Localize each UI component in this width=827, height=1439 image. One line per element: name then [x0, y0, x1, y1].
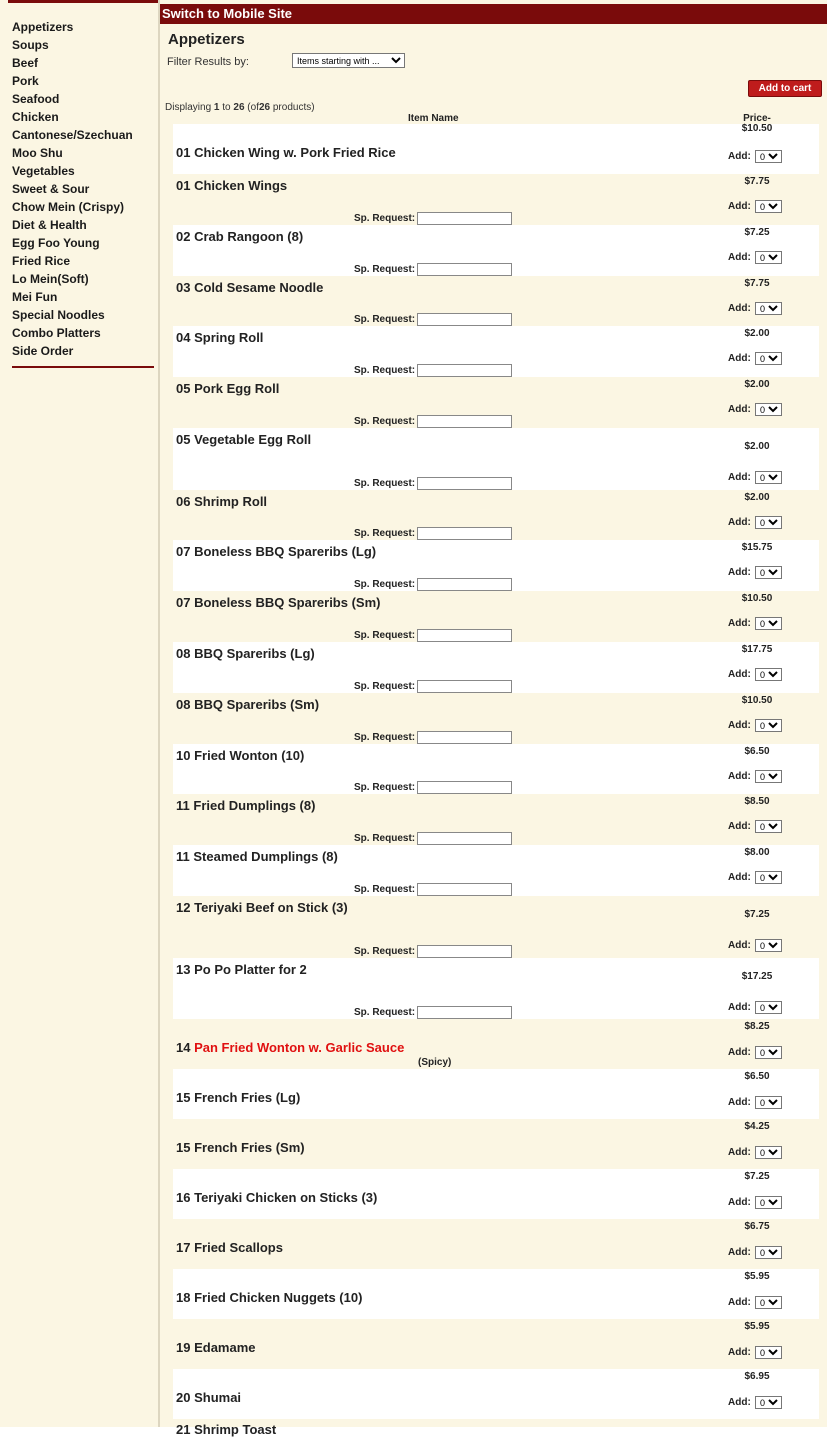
quantity-select[interactable]	[755, 1001, 782, 1014]
item-name[interactable]	[176, 646, 315, 661]
special-request-input[interactable]	[417, 1006, 512, 1019]
add-to-cart-button[interactable]: Add to cart	[748, 80, 822, 97]
quantity-select[interactable]	[755, 566, 782, 579]
item-price: $2.00	[744, 328, 770, 339]
add-label: Add:	[728, 1197, 751, 1208]
item-name[interactable]	[176, 900, 348, 915]
item-title[interactable]: Crab Rangoon (8)	[194, 229, 304, 244]
add-label: Add:	[728, 472, 751, 483]
item-number: 04	[176, 330, 191, 345]
add-label: Add:	[728, 771, 751, 782]
table-row	[173, 377, 819, 428]
item-name[interactable]	[176, 432, 311, 447]
item-number: 08	[176, 646, 191, 661]
sidebar-item-cantonese-szechuan[interactable]: Cantonese/Szechuan	[12, 128, 133, 142]
item-price: $2.00	[744, 441, 770, 452]
quantity-select[interactable]	[755, 1296, 782, 1309]
special-request-input[interactable]	[417, 781, 512, 794]
item-price: $7.25	[744, 227, 770, 238]
quantity-select[interactable]	[755, 871, 782, 884]
add-label: Add:	[728, 201, 751, 212]
category-list	[12, 18, 154, 360]
special-request-input[interactable]	[417, 578, 512, 591]
add-label: Add:	[728, 252, 751, 263]
item-price: $10.50	[741, 695, 773, 706]
item-name[interactable]	[176, 381, 279, 396]
quantity-select[interactable]	[755, 820, 782, 833]
table-row	[173, 1269, 819, 1319]
item-name[interactable]	[176, 1040, 404, 1055]
special-request-label: Sp. Request:	[354, 946, 416, 957]
item-title[interactable]: Shrimp Roll	[194, 494, 268, 509]
special-request-label: Sp. Request:	[354, 833, 416, 844]
item-number: 01	[176, 178, 191, 193]
special-request-label: Sp. Request:	[354, 732, 416, 743]
add-label: Add:	[728, 940, 751, 951]
display-of: (of	[247, 102, 259, 113]
add-label: Add:	[728, 821, 751, 832]
special-request-input[interactable]	[417, 527, 512, 540]
item-name[interactable]	[176, 697, 319, 712]
item-title[interactable]: Cold Sesame Noodle	[194, 280, 324, 295]
item-price: $5.95	[744, 1321, 770, 1332]
filter-label: Filter Results by:	[167, 56, 249, 68]
special-request-input[interactable]	[417, 945, 512, 958]
item-number: 01	[176, 145, 191, 160]
item-price: $5.95	[744, 1271, 770, 1282]
item-number: 07	[176, 595, 191, 610]
add-label: Add:	[728, 517, 751, 528]
quantity-select[interactable]	[755, 200, 782, 213]
item-title[interactable]: BBQ Spareribs (Sm)	[194, 697, 320, 712]
display-suffix: products)	[272, 102, 315, 113]
sidebar-item-chicken[interactable]: Chicken	[12, 110, 59, 124]
sidebar-item-special-noodles[interactable]: Special Noodles	[12, 308, 105, 322]
item-name[interactable]	[176, 748, 304, 763]
table-row	[173, 845, 819, 896]
table-row	[173, 693, 819, 744]
switch-mobile-link[interactable]: Switch to Mobile Site	[162, 6, 293, 21]
add-label: Add:	[728, 1002, 751, 1013]
item-name[interactable]	[176, 494, 267, 509]
special-request-label: Sp. Request:	[354, 365, 416, 376]
item-price: $6.95	[744, 1371, 770, 1382]
add-label: Add:	[728, 1047, 751, 1058]
quantity-select[interactable]	[755, 471, 782, 484]
item-price: $8.50	[744, 796, 770, 807]
table-row	[173, 794, 819, 845]
item-price: $2.00	[744, 379, 770, 390]
item-number: 20	[176, 1390, 191, 1405]
item-number: 05	[176, 432, 191, 447]
item-number: 21	[176, 1422, 191, 1437]
item-title[interactable]: Teriyaki Beef on Stick (3)	[194, 900, 348, 915]
quantity-select[interactable]	[755, 1146, 782, 1159]
special-request-label: Sp. Request:	[354, 1007, 416, 1018]
sidebar-item-beef[interactable]: Beef	[12, 56, 39, 70]
item-name[interactable]	[176, 1340, 256, 1355]
category-sidebar	[0, 0, 160, 1427]
item-name[interactable]	[176, 1422, 276, 1437]
item-title[interactable]: Vegetable Egg Roll	[194, 432, 312, 447]
item-title[interactable]: Shrimp Toast	[194, 1422, 277, 1437]
quantity-select[interactable]	[755, 302, 782, 315]
product-list	[173, 124, 819, 1439]
item-number: 18	[176, 1290, 191, 1305]
item-price: $6.75	[744, 1221, 770, 1232]
item-name[interactable]	[176, 1090, 300, 1105]
top-nav-bar	[160, 4, 827, 24]
special-request-input[interactable]	[417, 415, 512, 428]
item-name[interactable]	[176, 595, 380, 610]
item-note: (Spicy)	[418, 1057, 452, 1068]
special-request-label: Sp. Request:	[354, 314, 416, 325]
main-content	[160, 0, 827, 1437]
item-number: 17	[176, 1240, 191, 1255]
special-request-label: Sp. Request:	[354, 782, 416, 793]
special-request-input[interactable]	[417, 832, 512, 845]
special-request-label: Sp. Request:	[354, 478, 416, 489]
quantity-select[interactable]	[755, 1096, 782, 1109]
sidebar-item-egg-foo-young[interactable]: Egg Foo Young	[12, 236, 100, 250]
item-title[interactable]: Fried Wonton (10)	[194, 748, 305, 763]
item-name[interactable]	[176, 1240, 283, 1255]
item-price: $6.50	[744, 1071, 770, 1082]
item-price: $7.25	[744, 909, 770, 920]
item-name[interactable]	[176, 145, 396, 160]
add-label: Add:	[728, 1147, 751, 1158]
item-number: 19	[176, 1340, 191, 1355]
special-request-input[interactable]	[417, 477, 512, 490]
add-label: Add:	[728, 303, 751, 314]
table-row	[173, 225, 819, 276]
sidebar-item-moo-shu[interactable]: Moo Shu	[12, 146, 63, 160]
table-row	[173, 896, 819, 958]
special-request-label: Sp. Request:	[354, 213, 416, 224]
display-count	[165, 102, 315, 113]
item-number: 11	[176, 849, 190, 864]
table-row	[173, 1069, 819, 1119]
page-title: Appetizers	[168, 31, 245, 48]
item-title[interactable]: BBQ Spareribs (Lg)	[194, 646, 315, 661]
table-row	[173, 124, 819, 174]
table-row	[173, 958, 819, 1019]
display-from: 1	[213, 102, 220, 113]
item-title[interactable]: Edamame	[194, 1340, 256, 1355]
item-title[interactable]: French Fries (Lg)	[194, 1090, 301, 1105]
item-title[interactable]: Pork Egg Roll	[194, 381, 280, 396]
item-title[interactable]: Spring Roll	[194, 330, 264, 345]
add-label: Add:	[728, 1247, 751, 1258]
add-label: Add:	[728, 618, 751, 629]
table-row	[173, 1169, 819, 1219]
add-label: Add:	[728, 404, 751, 415]
sidebar-item-seafood[interactable]: Seafood	[12, 92, 60, 106]
display-to-word: to	[222, 102, 231, 113]
item-title[interactable]: Boneless BBQ Spareribs (Lg)	[194, 544, 377, 559]
item-price: $10.50	[741, 593, 773, 604]
table-row	[173, 1369, 819, 1419]
item-number: 15	[176, 1090, 191, 1105]
display-prefix: Displaying	[165, 102, 212, 113]
item-price: $17.75	[741, 644, 773, 655]
item-name[interactable]	[176, 1190, 377, 1205]
add-label: Add:	[728, 1347, 751, 1358]
item-name[interactable]	[176, 178, 287, 193]
item-number: 10	[176, 748, 191, 763]
item-name[interactable]	[176, 1390, 241, 1405]
quantity-select[interactable]	[755, 1046, 782, 1059]
sidebar-item-fried-rice[interactable]: Fried Rice	[12, 254, 71, 268]
quantity-select[interactable]	[755, 770, 782, 783]
column-header-item-name: Item Name	[408, 113, 459, 124]
item-title[interactable]: Fried Chicken Nuggets (10)	[194, 1290, 363, 1305]
item-title[interactable]: Fried Dumplings (8)	[193, 798, 316, 813]
table-row	[173, 1319, 819, 1369]
quantity-select[interactable]	[755, 516, 782, 529]
table-row	[173, 591, 819, 642]
special-request-label: Sp. Request:	[354, 416, 416, 427]
special-request-label: Sp. Request:	[354, 579, 416, 590]
quantity-select[interactable]	[755, 1396, 782, 1409]
item-title[interactable]: Boneless BBQ Spareribs (Sm)	[194, 595, 381, 610]
display-to: 26	[233, 102, 245, 113]
item-price: $6.50	[744, 746, 770, 757]
item-price: $10.50	[741, 123, 773, 134]
table-row	[173, 1219, 819, 1269]
sidebar-item-combo-platters[interactable]: Combo Platters	[12, 326, 101, 340]
sidebar-item-chow-mein-crispy[interactable]: Chow Mein (Crispy)	[12, 200, 125, 214]
item-title[interactable]: Chicken Wing w. Pork Fried Rice	[194, 145, 396, 160]
sidebar-item-pork[interactable]: Pork	[12, 74, 39, 88]
add-label: Add:	[728, 872, 751, 883]
item-price: $8.25	[744, 1021, 770, 1032]
add-label: Add:	[728, 1297, 751, 1308]
table-row	[173, 642, 819, 693]
item-number: 07	[176, 544, 191, 559]
table-row	[173, 1019, 819, 1069]
quantity-select[interactable]	[755, 719, 782, 732]
item-name[interactable]	[176, 544, 376, 559]
item-number: 13	[176, 962, 191, 977]
item-number: 05	[176, 381, 191, 396]
item-number: 12	[176, 900, 191, 915]
table-row	[173, 540, 819, 591]
item-price: $7.75	[744, 176, 770, 187]
special-request-label: Sp. Request:	[354, 630, 416, 641]
quantity-select[interactable]	[755, 939, 782, 952]
add-label: Add:	[728, 1397, 751, 1408]
special-request-input[interactable]	[417, 263, 512, 276]
sidebar-item-vegetables[interactable]: Vegetables	[12, 164, 75, 178]
item-number: 03	[176, 280, 191, 295]
quantity-select[interactable]	[755, 403, 782, 416]
item-name[interactable]	[176, 1290, 362, 1305]
quantity-select[interactable]	[755, 617, 782, 630]
item-title[interactable]: French Fries (Sm)	[194, 1140, 305, 1155]
quantity-select[interactable]	[755, 251, 782, 264]
sidebar-top-bar	[8, 0, 158, 3]
item-number: 08	[176, 697, 191, 712]
add-label: Add:	[728, 669, 751, 680]
item-name[interactable]	[176, 280, 323, 295]
table-row	[173, 428, 819, 490]
quantity-select[interactable]	[755, 1246, 782, 1259]
table-row	[173, 326, 819, 377]
table-row	[173, 744, 819, 794]
item-title[interactable]: Chicken Wings	[194, 178, 288, 193]
item-price: $15.75	[741, 542, 773, 553]
item-price: $8.00	[744, 847, 770, 858]
table-row	[173, 1419, 819, 1439]
special-request-input[interactable]	[417, 883, 512, 896]
item-title[interactable]: Pan Fried Wonton w. Garlic Sauce	[194, 1040, 405, 1055]
item-number: 06	[176, 494, 191, 509]
item-title[interactable]: Teriyaki Chicken on Sticks (3)	[194, 1190, 378, 1205]
item-price: $2.00	[744, 492, 770, 503]
item-price: $4.25	[744, 1121, 770, 1132]
sidebar-item-side-order[interactable]: Side Order	[12, 344, 74, 358]
quantity-select[interactable]	[755, 1346, 782, 1359]
sidebar-item-soups[interactable]: Soups	[12, 38, 49, 52]
table-row	[173, 174, 819, 225]
item-title[interactable]: Po Po Platter for 2	[194, 962, 307, 977]
special-request-input[interactable]	[417, 731, 512, 744]
item-price: $17.25	[741, 971, 773, 982]
item-price: $7.75	[744, 278, 770, 289]
column-header-price: Price-	[743, 113, 771, 124]
item-title[interactable]: Steamed Dumplings (8)	[193, 849, 338, 864]
item-number: 11	[176, 798, 190, 813]
item-price: $7.25	[744, 1171, 770, 1182]
add-label: Add:	[728, 1097, 751, 1108]
item-name[interactable]	[176, 962, 307, 977]
item-name[interactable]	[176, 798, 315, 813]
special-request-label: Sp. Request:	[354, 681, 416, 692]
sidebar-item-mei-fun[interactable]: Mei Fun	[12, 290, 58, 304]
special-request-input[interactable]	[417, 364, 512, 377]
special-request-label: Sp. Request:	[354, 264, 416, 275]
item-name[interactable]	[176, 330, 263, 345]
item-title[interactable]: Shumai	[194, 1390, 242, 1405]
item-title[interactable]: Fried Scallops	[194, 1240, 283, 1255]
special-request-label: Sp. Request:	[354, 884, 416, 895]
add-label: Add:	[728, 353, 751, 364]
special-request-label: Sp. Request:	[354, 528, 416, 539]
table-row	[173, 276, 819, 326]
sidebar-item-appetizers[interactable]: Appetizers	[12, 20, 74, 34]
add-label: Add:	[728, 151, 751, 162]
quantity-select[interactable]	[755, 1196, 782, 1209]
special-request-input[interactable]	[417, 212, 512, 225]
special-request-input[interactable]	[417, 313, 512, 326]
item-number: 14	[176, 1040, 191, 1055]
table-row	[173, 490, 819, 540]
display-total: 26	[258, 102, 271, 113]
add-label: Add:	[728, 720, 751, 731]
item-number: 16	[176, 1190, 191, 1205]
item-name[interactable]	[176, 229, 303, 244]
sidebar-item-diet-health[interactable]: Diet & Health	[12, 218, 87, 232]
quantity-select[interactable]	[755, 352, 782, 365]
sidebar-item-lo-mein-soft[interactable]: Lo Mein(Soft)	[12, 272, 89, 286]
item-name[interactable]	[176, 849, 338, 864]
table-row	[173, 1119, 819, 1169]
quantity-select[interactable]	[755, 150, 782, 163]
item-number: 15	[176, 1140, 191, 1155]
filter-select[interactable]	[292, 53, 405, 68]
add-label: Add:	[728, 567, 751, 578]
special-request-input[interactable]	[417, 680, 512, 693]
quantity-select[interactable]	[755, 668, 782, 681]
sidebar-divider	[12, 366, 154, 368]
item-name[interactable]	[176, 1140, 305, 1155]
special-request-input[interactable]	[417, 629, 512, 642]
sidebar-item-sweet-sour[interactable]: Sweet & Sour	[12, 182, 90, 196]
item-number: 02	[176, 229, 191, 244]
